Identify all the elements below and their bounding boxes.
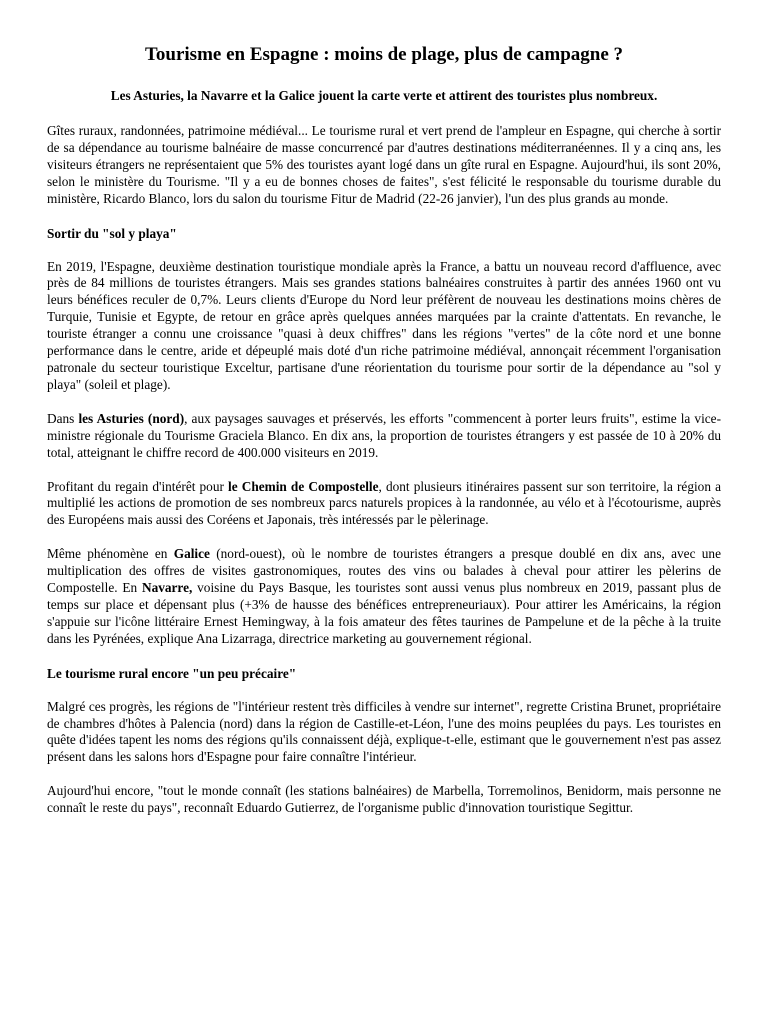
compostelle-bold: le Chemin de Compostelle bbox=[228, 478, 379, 494]
galice-bold: Galice bbox=[173, 546, 210, 562]
asturies-text-before: Dans bbox=[47, 410, 79, 426]
paragraph-interieur: Malgré ces progrès, les régions de "l'intérieur restent très difficiles à vendre sur internet", regrette Cristina Brunet, propriétaire de chambres d'hôtes à Palencia (nord) dans la région de Castille-et-Léon, l'une des moins peuplées du pays. Les touristes en quête d'idées tapent les noms des régions qu'ils connaissent déjà, explique-t-elle, estimant que le gouvernement n'est pas assez présent dans les salons hors d'Espagne pour faire connaître l'intérieur. bbox=[47, 698, 721, 765]
galice-text-part1: Même phénomène en bbox=[47, 546, 174, 562]
galice-text-part2: (nord-ouest), où le nombre de touristes étrangers a presque doublé en dix ans, avec une multiplication des offres de visites gastronomiques, routes des vins ou balades à cheval pour attirer les pèlerins de Compostelle. En bbox=[47, 546, 721, 596]
compostelle-text-before: Profitant du regain d'intérêt pour bbox=[47, 478, 229, 494]
section-heading-tourisme-rural: Le tourisme rural encore "un peu précaire" bbox=[47, 665, 297, 681]
compostelle-text-after: , dont plusieurs itinéraires passent sur son territoire, la région a multiplié les actions de promotion de ses nombreux parcs naturels propices à la randonnée, au vélo et à l'écotourisme, auprès des Européens mais aussi des Coréens et Japonais, très intéressés par le pèlerinage. bbox=[47, 478, 721, 528]
paragraph-record-2019: En 2019, l'Espagne, deuxième destination touristique mondiale après la France, a battu un nouveau record d'affluence, avec près de 84 millions de touristes étrangers. Mais ses grandes stations balnéaires construites à partir des années 1960 ont vu leurs bénéfices reculer de 0,7%. Leurs clients d'Europe du Nord leur préfèrent de nouveau les destinations moins chères de Turquie, Tunisie et Egypte, de retour en grâce après quelques années marquées par la crainte d'attentats. En revanche, le touriste étranger a connu une croissance "quasi à deux chiffres" dans les régions "vertes" de la côte nord et une bonne performance dans le centre, aride et dépeuplé mais doté d'un riche patrimoine médiéval, annonçait récemment l'organisation patronale du secteur touristique Exceltur, partisane d'une réorientation du tourisme pour sortir de la dépendance au "sol y playa" (soleil et plage). bbox=[47, 258, 721, 392]
navarre-bold: Navarre, bbox=[141, 580, 193, 596]
article-title: Tourisme en Espagne : moins de plage, plus de campagne ? bbox=[144, 44, 624, 65]
paragraph-asturies bbox=[47, 411, 721, 462]
asturies-text-after: , aux paysages sauvages et préservés, les efforts "commencent à porter leurs fruits", estime la vice-ministre régionale du Tourisme Graciela Blanco. En dix ans, la proportion de touristes étrangers y est passée de 10 à 20% du total, atteignant le chiffre record de 400.000 visiteurs en 2019. bbox=[47, 410, 722, 460]
galice-text-part3: voisine du Pays Basque, les touristes sont aussi venus plus nombreux en 2019, passant plus de temps sur place et dépensant plus (+3% de hausse des bénéfices entrepreneuriaux). Pour attirer les Américains, la région s'appuie sur l'icône littéraire Ernest Hemingway, à la fois amateur des fêtes taurines de Pampelune et de la pêche à la truite dans les Pyrénées, explique Ana Lizarraga, directrice marketing au gouvernement régional. bbox=[47, 580, 721, 646]
article-subtitle: Les Asturies, la Navarre et la Galice jouent la carte verte et attirent des touristes plus nombreux. bbox=[110, 88, 658, 103]
asturies-bold: les Asturies (nord) bbox=[78, 410, 185, 426]
intro-paragraph: Gîtes ruraux, randonnées, patrimoine médiéval... Le tourisme rural et vert prend de l'ampleur en Espagne, qui cherche à sortir de sa dépendance au tourisme balnéaire de masse concurrencé par d'autres destinations méditerranéennes. Il y a cinq ans, les visiteurs étrangers ne représentaient que 5% des touristes ayant logé dans un gîte rural en Espagne. Aujourd'hui, ils sont 20%, selon le ministère du Tourisme. "Il y a eu de bonnes choses de faites", s'est félicité le responsable du tourisme durable du ministère, Ricardo Blanco, lors du salon du tourisme Fitur de Madrid (22-26 janvier), l'un des plus grands au monde. bbox=[47, 123, 721, 206]
section-heading-sol-y-playa: Sortir du "sol y playa" bbox=[47, 225, 177, 241]
paragraph-compostelle bbox=[47, 479, 721, 530]
paragraph-conclusion: Aujourd'hui encore, "tout le monde connaît (les stations balnéaires) de Marbella, Torremolinos, Benidorm, mais personne ne connaît le reste du pays", reconnaît Eduardo Gutierrez, de l'organisme public d'innovation touristique Segittur. bbox=[47, 783, 721, 816]
paragraph-galice-navarre bbox=[47, 546, 721, 647]
